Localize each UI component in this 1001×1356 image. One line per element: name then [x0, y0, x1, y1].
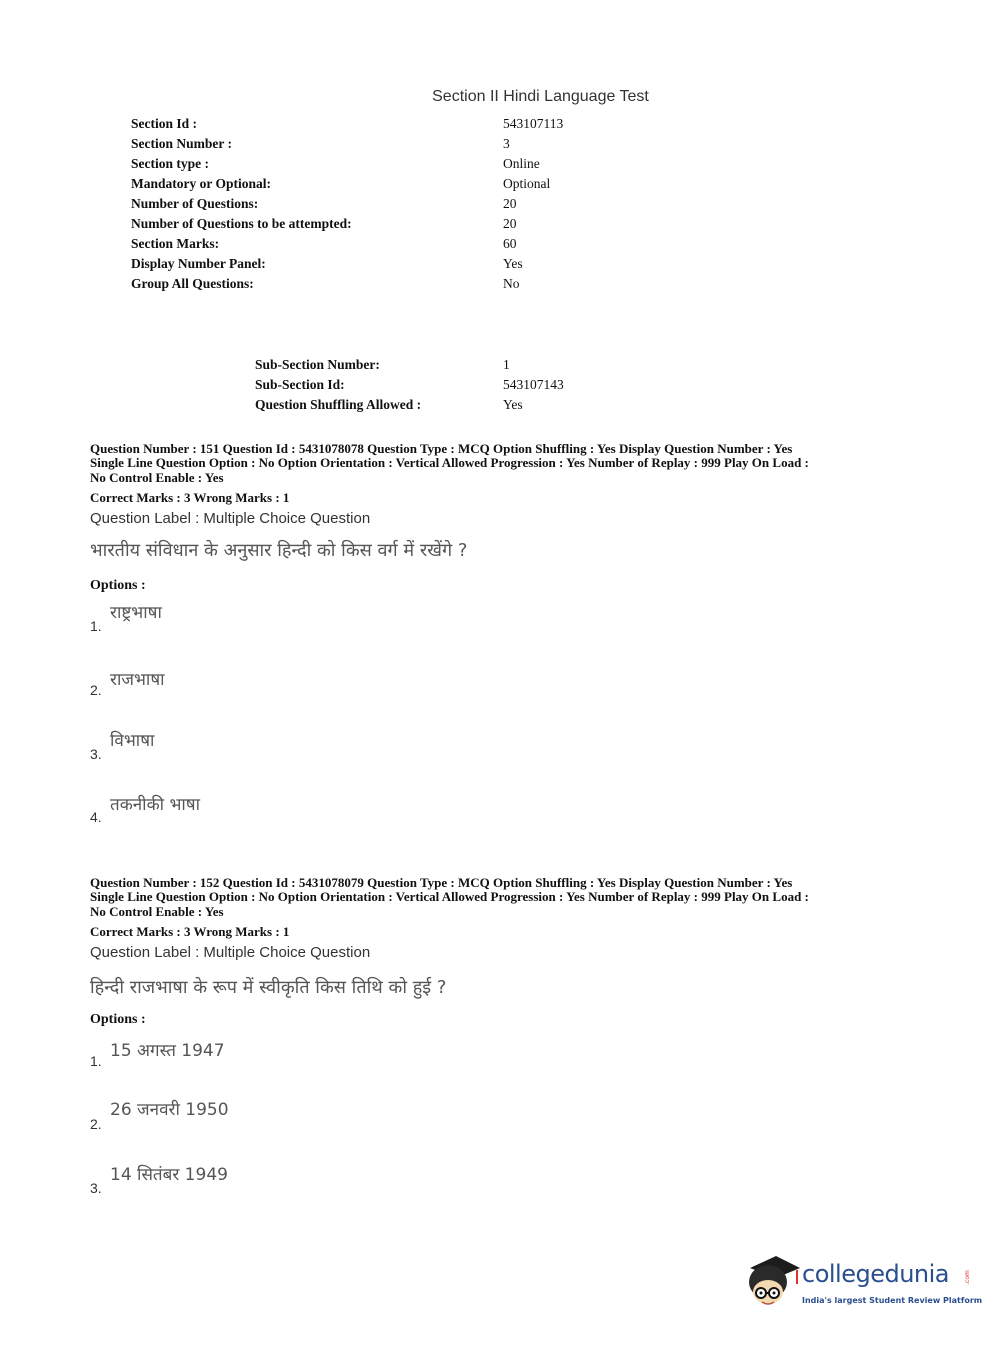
logo-wordmark: collegedunia [802, 1260, 950, 1288]
subsection-number-value: 1 [503, 357, 510, 372]
group-all-questions-value: No [503, 276, 520, 291]
collegedunia-logo [742, 1246, 983, 1316]
section-type-label: Section type : [131, 156, 209, 171]
group-all-questions-label: Group All Questions: [131, 276, 254, 291]
mandatory-optional-label: Mandatory or Optional: [131, 176, 272, 191]
options-label: Options : [90, 578, 146, 593]
section-marks-value: 60 [503, 236, 517, 251]
option-text: तकनीकी भाषा [110, 795, 201, 815]
option-text: विभाषा [110, 731, 155, 751]
question-meta-line: No Control Enable : Yes [90, 470, 224, 485]
question-marks: Correct Marks : 3 Wrong Marks : 1 [90, 490, 290, 505]
option-number: 3. [90, 1180, 102, 1196]
option-number: 2. [90, 1116, 102, 1132]
option-number: 4. [90, 809, 102, 825]
question-meta-line: No Control Enable : Yes [90, 904, 224, 919]
option-text: राष्ट्रभाषा [110, 603, 162, 623]
subsection-id-value: 543107143 [503, 377, 564, 392]
mandatory-optional-value: Optional [503, 176, 551, 191]
option-text: 15 अगस्त 1947 [110, 1041, 225, 1061]
subsection-number-label: Sub-Section Number: [255, 357, 380, 372]
option-number: 1. [90, 1053, 102, 1069]
number-of-questions-value: 20 [503, 196, 517, 211]
section-id-value: 543107113 [503, 116, 564, 131]
questions-to-attempt-value: 20 [503, 216, 517, 231]
option-number: 1. [90, 618, 102, 634]
questions-to-attempt-label: Number of Questions to be attempted: [131, 216, 352, 231]
question-shuffling-value: Yes [503, 397, 523, 412]
display-number-panel-label: Display Number Panel: [131, 256, 266, 271]
section-number-value: 3 [503, 136, 510, 151]
subsection-id-label: Sub-Section Id: [255, 377, 345, 392]
question-meta-line: Single Line Question Option : No Option Orientation : Vertical Allowed Progression : Yes Number of Replay : 999 Play On Load : [90, 889, 809, 904]
section-marks-label: Section Marks: [131, 236, 220, 251]
number-of-questions-label: Number of Questions: [131, 196, 259, 211]
question-text: भारतीय संविधान के अनुसार हिन्दी को किस वर्ग में रखेंगे ? [90, 540, 468, 561]
option-number: 2. [90, 682, 102, 698]
question-marks: Correct Marks : 3 Wrong Marks : 1 [90, 924, 290, 939]
logo-tagline: India's largest Student Review Platform [802, 1296, 983, 1305]
question-label: Question Label : Multiple Choice Question [90, 510, 371, 527]
section-number-label: Section Number : [131, 136, 232, 151]
question-meta-line: Single Line Question Option : No Option Orientation : Vertical Allowed Progression : Yes Number of Replay : 999 Play On Load : [90, 455, 809, 470]
option-text: 14 सितंबर 1949 [110, 1165, 228, 1185]
option-text: 26 जनवरी 1950 [110, 1100, 229, 1120]
question-meta-line: Question Number : 152 Question Id : 5431078079 Question Type : MCQ Option Shuffling : Yes Display Question Number : Yes [90, 875, 793, 890]
display-number-panel-value: Yes [503, 256, 523, 271]
option-number: 3. [90, 746, 102, 762]
options-label: Options : [90, 1012, 146, 1027]
question-shuffling-label: Question Shuffling Allowed : [255, 397, 422, 412]
question-text: हिन्दी राजभाषा के रूप में स्वीकृति किस तिथि को हुई ? [90, 977, 447, 998]
mascot-icon [742, 1248, 802, 1310]
question-meta-line: Question Number : 151 Question Id : 5431078078 Question Type : MCQ Option Shuffling : Yes Display Question Number : Yes [90, 441, 793, 456]
section-id-label: Section Id : [131, 116, 198, 131]
logo-domain: .com [963, 1270, 971, 1285]
question-label: Question Label : Multiple Choice Question [90, 944, 371, 961]
section-title: Section II Hindi Language Test [432, 88, 649, 105]
option-text: राजभाषा [110, 670, 165, 690]
section-type-value: Online [503, 156, 540, 171]
